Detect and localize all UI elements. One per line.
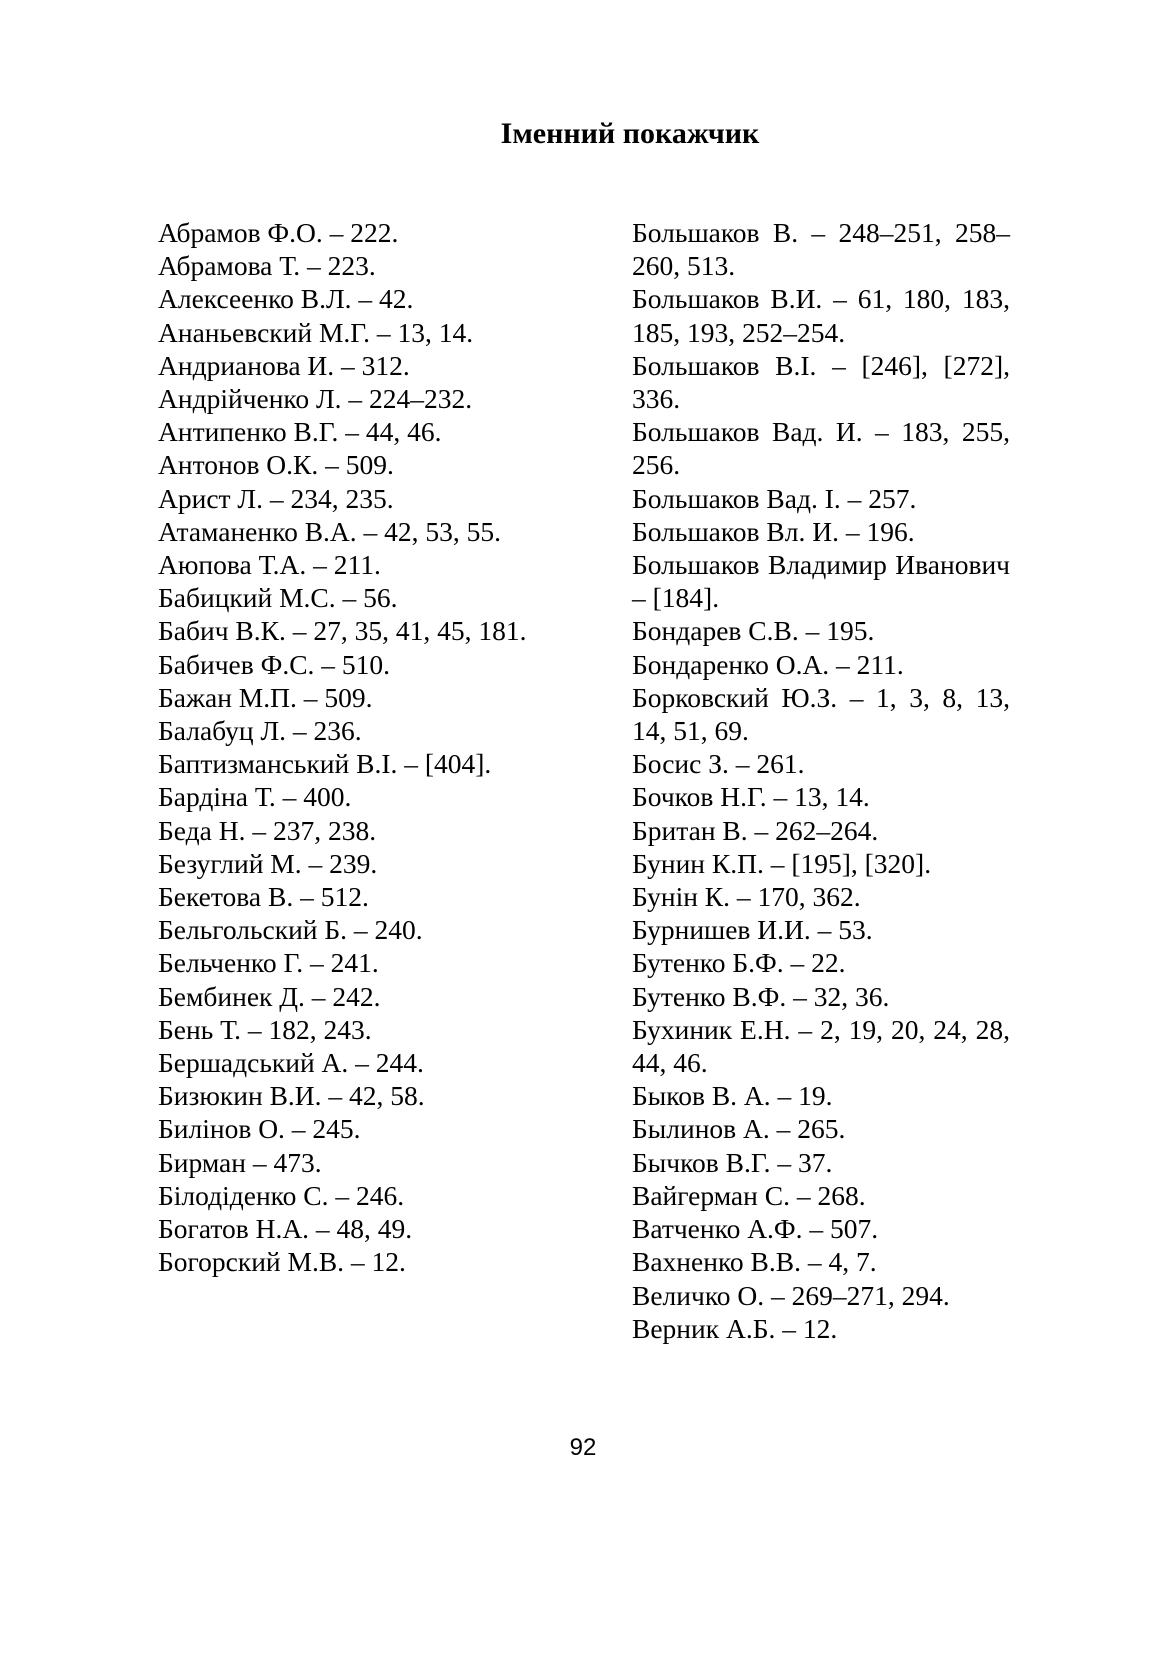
index-entry: Антонов О.К. – 509. — [158, 449, 394, 481]
index-entry: Британ В. – 262–264. — [632, 814, 879, 846]
index-entry: Большаков Владимир Иванович – [184]. — [632, 549, 1010, 614]
index-entry: Ватченко А.Ф. – 507. — [632, 1213, 879, 1245]
index-entry: Бурнишев И.И. – 53. — [632, 914, 873, 946]
index-entry: Бондарев С.В. – 195. — [632, 615, 875, 647]
index-entry: Босис З. – 261. — [632, 748, 805, 780]
index-entry: Бутенко Б.Ф. – 22. — [632, 947, 846, 979]
index-entry: Атаманенко В.А. – 42, 53, 55. — [158, 515, 502, 547]
index-entry: Абрамов Ф.О. – 222. — [158, 217, 399, 248]
index-entry: Бирман – 473. — [158, 1146, 322, 1178]
index-entry: Бутенко В.Ф. – 32, 36. — [632, 980, 890, 1012]
index-entry: Бекетова В. – 512. — [158, 881, 369, 913]
index-entry: Большаков Вад. И. – 183, 255, 256. — [632, 416, 1010, 481]
index-entry: Бень Т. – 182, 243. — [158, 1013, 372, 1045]
index-entry: Бычков В.Г. – 37. — [632, 1146, 833, 1178]
index-entry: Андрианова И. – 312. — [158, 349, 410, 381]
index-entry: Ананьевский М.Г. – 13, 14. — [158, 316, 474, 348]
index-entry: Арист Л. – 234, 235. — [158, 482, 394, 514]
index-entry: Бембинек Д. – 242. — [158, 980, 381, 1012]
index-entry: Бабич В.К. – 27, 35, 41, 45, 181. — [158, 615, 527, 647]
index-entry: Богатов Н.А. – 48, 49. — [158, 1213, 413, 1245]
index-entry: Алексеенко В.Л. – 42. — [158, 283, 414, 315]
index-entry: Бардіна Т. – 400. — [158, 781, 352, 813]
index-entry: Абрамова Т. – 223. — [158, 250, 376, 282]
page-number: 92 — [569, 1434, 597, 1461]
index-entry: Большаков В. – 248–251, 258–260, 513. — [632, 217, 1010, 282]
index-entry: Борковский Ю.З. – 1, 3, 8, 13, 14, 51, 69. — [632, 681, 1010, 747]
index-entry: Бондаренко О.А. – 211. — [632, 648, 904, 680]
index-entry: Билінов О. – 245. — [158, 1113, 361, 1145]
page-title: Іменний покажчик — [500, 117, 760, 150]
index-entry: Бабицкий М.С. – 56. — [158, 582, 398, 614]
index-entry: Большаков В.И. – 61, 180, 183, 185, 193, 252–254. — [632, 283, 1010, 348]
index-entry: Былинов А. – 265. — [632, 1113, 846, 1145]
index-entry: Аюпова Т.А. – 211. — [158, 549, 381, 581]
index-entry: Вахненко В.В. – 4, 7. — [632, 1246, 877, 1278]
index-entry: Бунін К. – 170, 362. — [632, 881, 861, 913]
index-entry: Вайгерман С. – 268. — [632, 1179, 866, 1211]
index-entry: Бабичев Ф.С. – 510. — [158, 648, 391, 680]
index-entry: Величко О. – 269–271, 294. — [632, 1279, 950, 1311]
index-column-left — [158, 216, 533, 1279]
index-entry: Большаков Вад. І. – 257. — [632, 482, 917, 514]
index-entry: Бажан М.П. – 509. — [158, 681, 373, 713]
index-entry: Богорский М.В. – 12. — [158, 1246, 406, 1278]
index-entry: Большаков Вл. И. – 196. — [632, 515, 915, 547]
index-entry: Бизюкин В.И. – 42, 58. — [158, 1080, 425, 1112]
index-entry: Андрійченко Л. – 224–232. — [158, 383, 473, 415]
index-entry: Антипенко В.Г. – 44, 46. — [158, 416, 442, 448]
index-entry: Быков В. А. – 19. — [632, 1080, 833, 1112]
index-entry: Бочков Н.Г. – 13, 14. — [632, 781, 870, 813]
index-entry: Баптизманський В.І. – [404]. — [158, 748, 492, 780]
index-entry: Верник А.Б. – 12. — [632, 1312, 838, 1344]
index-entry: Беда Н. – 237, 238. — [158, 814, 377, 846]
index-entry: Безуглий М. – 239. — [158, 847, 378, 879]
index-entry: Бершадський А. – 244. — [158, 1047, 424, 1079]
index-column-right — [632, 216, 1010, 1345]
index-entry: Балабуц Л. – 236. — [158, 715, 362, 747]
index-entry: Бунин К.П. – [195], [320]. — [632, 847, 932, 879]
index-entry: Білодіденко С. – 246. — [158, 1179, 405, 1211]
index-entry: Бельгольский Б. – 240. — [158, 914, 423, 946]
index-entry: Бельченко Г. – 241. — [158, 947, 379, 979]
index-entry: Бухиник Е.Н. – 2, 19, 20, 24, 28, 44, 46. — [632, 1013, 1010, 1079]
index-entry: Большаков В.І. – [246], [272], 336. — [632, 349, 1010, 415]
